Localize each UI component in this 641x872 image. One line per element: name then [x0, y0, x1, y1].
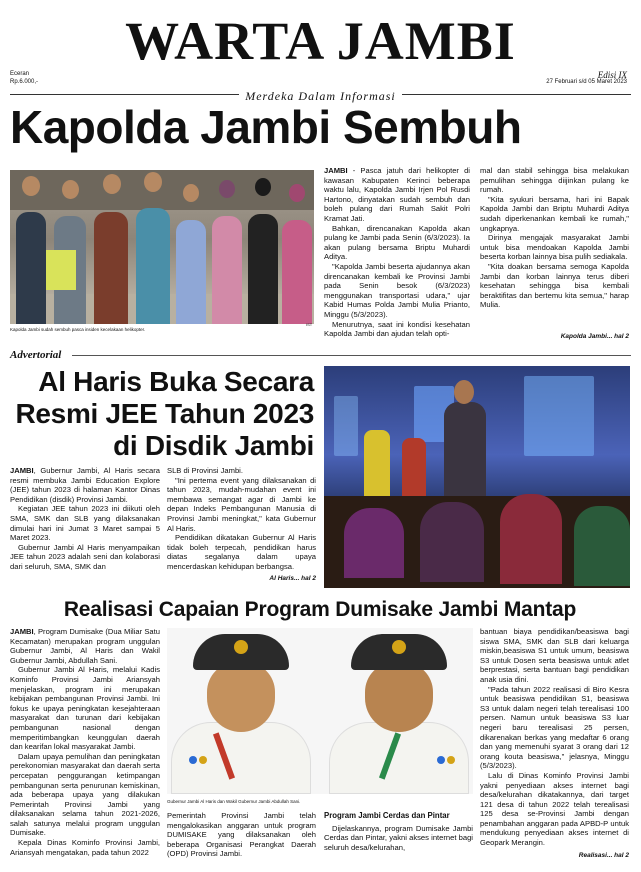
story3-column-3 [324, 811, 473, 852]
advertorial-paragraph: Gubernur Jambi Al Haris menyampaikan JEE tahun 2023 adalah seni dan kolaborasi dari seluruh, SMA, SMK dan [10, 542, 160, 571]
medal-icon [189, 756, 197, 764]
advertorial-paragraph: Kegiatan JEE tahun 2023 ini diikuti oleh SMA, SMK dan SLB yang dilaksanakan dimulai hari ini Jumat 3 Maret sampai 5 Maret 2023. [10, 504, 160, 543]
price-box [10, 70, 38, 86]
continued-link-dumisake[interactable]: Realisasi... hal 2 [578, 852, 629, 859]
issue-date: 27 Februari s/d 05 Maret 2023 [546, 79, 627, 85]
story1-paragraph: "Kita doakan bersama semoga Kapolda Jambi dan korban lainnya terus diberi kesehatan sehingga bisa kembali beraktifitas dan bertemu kita semua," harap Mulia. [480, 261, 629, 310]
paragraph-text: , Program Dumisake (Dua Miliar Satu Kecamatan) merupakan program unggulan Gubernur Jambi, Al Haris dan Wakil Gubernur Jambi, Abdullah Sani. [10, 627, 160, 665]
story3-column-2 [167, 811, 316, 859]
paragraph-text: - Pasca jatuh dari helikopter di kawasan Kabupaten Kerinci beberapa waktu lalu, Kapolda Jambi Irjen Pol Rusdi Hartono, dinyatakan sudah sembuh dan boleh pulang dari Rumah Sakit Polri Kramat Jati. [324, 166, 470, 223]
headline-dumisake: Realisasi Capaian Program Dumisake Jambi Mantap [63, 598, 577, 621]
audience-member [344, 508, 404, 578]
medal-icon [199, 756, 207, 764]
person-1 [16, 212, 46, 324]
continued-link-kapolda[interactable]: Kapolda Jambi... hal 2 [560, 333, 629, 340]
dateline: JAMBI [324, 166, 348, 175]
masthead [0, 0, 641, 102]
person-3 [94, 212, 128, 324]
advertorial-paragraph [10, 466, 160, 504]
photo-jee-event [324, 366, 630, 588]
governor-speaking [444, 402, 486, 502]
audience-member [500, 494, 562, 584]
advertorial-label: Advertorial [10, 349, 62, 361]
person-7-hijab [255, 178, 271, 196]
performer-red [402, 438, 426, 498]
headline-kapolda: Kapolda Jambi Sembuh [10, 101, 522, 153]
official-face-right [365, 662, 433, 732]
photo-kapolda-group [10, 170, 314, 324]
story1-column-1 [324, 166, 470, 339]
person-3-head [103, 174, 121, 194]
advertorial-column-2 [167, 466, 316, 572]
story3-paragraph: Dalam upaya pemulihan dan peningkatan perekonomian masyarakat dan daerah serta percepatan penggurangan ketimpangan pembangunan serta penurunan kemiskinan, ada beberapa upaya yang dilakukan Pemerintah Provinsi Jambi yang dilaksanakan selama tahun 2021-2026, salah satunya melalui program unggulan Dumisake. [10, 751, 160, 838]
stage-light [334, 396, 358, 456]
edition-label: Edisi IX [597, 70, 627, 80]
price-value: Rp.6.000,- [10, 79, 39, 85]
photo-governor-vice-governor [167, 628, 473, 794]
story3-paragraph: bantuan biaya pendidikan/beasiswa bagi siswa SMA, SMK dan SLB dari keluarga miskin,beasiswa S1 untuk umum, beasiswa S3 untuk Dosen serta beasiswa untuk atlet berprestasi, serta bantuan bagi pendidikan anak usia dini. [480, 627, 629, 684]
advertorial-divider [72, 355, 631, 356]
person-4-head [144, 172, 162, 192]
official-face-left [207, 662, 275, 732]
audience-member [420, 502, 484, 582]
story1-paragraph: Dirinya mengajak masyarakat Jambi untuk bisa mendoakan Kapolda Jambi beserta korban lainnya bisa pulih sediakala. [480, 233, 629, 262]
photo-caption-kapolda: Kapolda Jambi sudah sembuh pasca insiden kecelakaan helikopter. [10, 327, 146, 332]
person-4 [136, 208, 170, 324]
story3-paragraph: Gubernur Jambi Al Haris, melalui Kadis Kominfo Provinsi Jambi Ariansyah menjelaskan, program ini merupakan kebijakan pembangunan Provinsi Jambi. Ini fokus ke upaya peningkatan kesejahteraan masyarakat dan turunan dari kebijakan pembangunan nasional dengan memperitimbangkan keunggulan daerah dan kearifan lokal masyarakat Jambi. [10, 665, 160, 752]
story1-column-2 [480, 166, 629, 310]
newspaper-title: WARTA JAMBI [125, 11, 516, 71]
story3-paragraph: Lalu di Dinas Kominfo Provinsi Jambi yakni penyediaan akses internet bagi desa/kelurahan dikatakannya, dari target 121 desa di tahun 2022 telah terealisasi 125 desa se-Provinsi Jambi dengan penambahan anggaran pada APBD-P untuk mendukung penyediaan akses internet di Geopark Merangin. [480, 770, 629, 848]
dateline: JAMBI [10, 466, 34, 475]
cap-badge-icon [392, 640, 406, 654]
story3-paragraph: Kepala Dinas Kominfo Provinsi Jambi, Ariansyah mengatakan, pada tahun 2022 [10, 838, 160, 857]
story3-subheading: Program Jambi Cerdas dan Pintar [324, 811, 450, 820]
person-8 [282, 220, 312, 324]
document-held [46, 250, 76, 290]
paragraph-text: , Gubernur Jambi, Al Haris secara resmi membuka Jambi Education Explore (JEE) tahun 2023 di halaman Kantor Dinas Pendidikan (disdik) Provinsi Jambi. [10, 466, 160, 504]
story3-column-1 [10, 627, 160, 857]
story3-paragraph: Pemerintah Provinsi Jambi telah mengalokasikan anggaran untuk program DUMISAKE yang dilaksanakan oleh beberapa Organisasi Perangkat Daerah (OPD) Provinsi Jambi. [167, 811, 316, 859]
person-2-head [62, 180, 79, 199]
story3-column-4 [480, 627, 629, 848]
advertorial-paragraph: SLB di Provinsi Jambi. [167, 466, 243, 475]
tagline-text: Merdeka Dalam Informasi [239, 89, 402, 103]
story1-paragraph: Bahkan, direncanakan Kapolda akan pulang ke Jambi pada Senin (6/3/2023). Ia akan pulang bersama Briptu Muhardi Aditya. [324, 223, 470, 262]
stage-screen [524, 376, 594, 456]
story1-paragraph [324, 166, 470, 224]
story3-paragraph: Dijelaskannya, program Dumisake Jambi Cerdas dan Pintar, yakni akses internet bagi seluruh desa/kelurahan, [324, 823, 473, 852]
person-5 [176, 220, 206, 324]
photo-caption-dumisake: Gubernur Jambi Al Haris dan Wakil Gubernur Jambi Abdullah Sani. [167, 799, 301, 804]
medal-icon [437, 756, 445, 764]
dateline: JAMBI [10, 627, 34, 636]
person-1-head [22, 176, 40, 196]
performer-yellow [364, 430, 390, 500]
story1-paragraph: "Kapolda Jambi beserta ajudannya akan direncanakan kembali ke Provinsi Jambi pada Senin besok (6/3/2023) menggunakan transportasi udara," ujar Kabid Humas Polda Jambi Mulia Prianto, Minggu (5/3/2023). [324, 261, 470, 319]
person-8-hijab [289, 184, 305, 202]
story1-paragraph: "Kita syukuri bersama, hari ini Bapak Kapolda Jambi dan Briptu Muhardi Aditya sudah diperkenankan kembali ke rumah," ungkapnya. [480, 194, 629, 233]
story1-paragraph: mal dan stabil sehingga bisa melakukan pemulihan sehingga diijinkan pulang ke rumah. [480, 166, 629, 195]
story3-paragraph: "Pada tahun 2022 realisasi di Biro Kesra untuk beasiswa pendidikan S1, beasiswa S3 untuk dalam negeri telah terealisasi 100 persen. Namun untuk beasiswa S3 luar negeri baru terealisasi 25 persen, dikarenakan berkas yang medaftar 6 orang dan yang memenuhi syarat 3 orang dari 12 orang kouta beasiswa," jelasnya, Minggu (5/3/2023). [480, 684, 629, 771]
continued-link-al-haris[interactable]: Al Haris... hal 2 [269, 575, 316, 582]
story3-paragraph [10, 627, 160, 665]
price-label: Eceran [10, 71, 30, 77]
advertorial-paragraph: "Ini pertema event yang dilaksanakan di tahun 2023, mudah-mudahan event ini membawa semangat agar di Jambi ke depan Indeks Pembangunan Manusia di Provinsi Jambi meningkat," kata Gubernur Al Haris. [167, 475, 316, 533]
cap-badge-icon [234, 640, 248, 654]
story1-paragraph: Menurutnya, saat ini kondisi kesehatan Kapolda Jambi dan ajudan telah opti- [324, 319, 470, 339]
governor-head [454, 380, 474, 404]
photo-credit: IST [306, 322, 313, 327]
medal-icon [447, 756, 455, 764]
headline-al-haris: Al Haris Buka Secara Resmi JEE Tahun 2023 di Disdik Jambi [15, 366, 314, 461]
person-6 [212, 216, 242, 324]
person-5-head [183, 184, 199, 202]
audience-member [574, 506, 630, 586]
person-7 [248, 214, 278, 324]
advertorial-paragraph: Pendidikan dikatakan Gubernur Al Haris tidak boleh terpecah, pendidikan harus diatas segalanya dalam upaya mencerdaskan kehidupan berbangsa. [167, 533, 316, 571]
person-6-hijab [219, 180, 235, 198]
advertorial-column-1 [10, 466, 160, 572]
